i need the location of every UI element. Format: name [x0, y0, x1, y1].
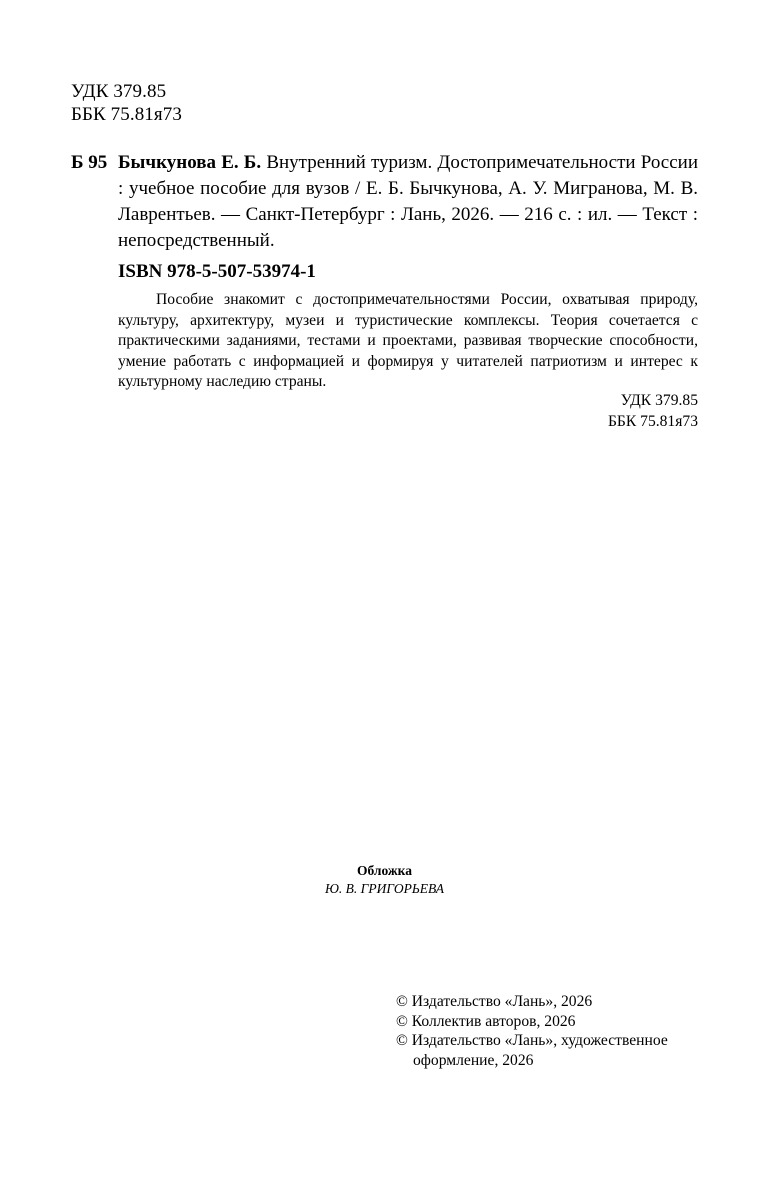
isbn: ISBN 978-5-507-53974-1	[118, 261, 316, 282]
udk-code-bottom: УДК 379.85	[620, 392, 698, 409]
copyright-line: © Коллектив авторов, 2026	[396, 1012, 576, 1030]
classification-codes-bottom	[608, 391, 698, 432]
annotation: Пособие знакомит с достопримечательностями России, охватывая природу, культуру, архитектуру, музеи и туристические комплексы. Теория сочетается с практическими заданиями, тестами и проектами, развивая творческие способности, умение работать с информацией и формируя у читателей патриотизм и интерес к культурному наследию страны.	[118, 291, 698, 390]
bibliographic-record	[71, 150, 698, 254]
author-mark: Б 95	[71, 152, 108, 173]
copyright-block	[396, 992, 696, 1070]
bibliographic-description	[118, 150, 698, 254]
description-text: Внутренний туризм. Достопримечательности России : учебное пособие для вузов / Е. Б. Бычкунова, А. У. Мигранова, М. В. Лаврентьев. — Санкт-Петербург : Лань, 2026. — 216 с. : ил. — Текст : непосредственный.	[118, 152, 698, 251]
cover-designer: Ю. В. ГРИГОРЬЕВА	[324, 881, 445, 896]
bbk-code: ББК 75.81я73	[71, 104, 182, 125]
udk-code: УДК 379.85	[71, 81, 167, 102]
cover-title: Обложка	[356, 863, 412, 878]
classification-codes-top	[71, 80, 182, 126]
cover-credit	[0, 862, 769, 898]
copyright-line: © Издательство «Лань», 2026	[396, 993, 593, 1010]
copyright-line: © Издательство «Лань», художественное оформление, 2026	[396, 1032, 668, 1069]
bbk-code-bottom: ББК 75.81я73	[607, 412, 698, 430]
author-name: Бычкунова Е. Б.	[118, 152, 262, 173]
